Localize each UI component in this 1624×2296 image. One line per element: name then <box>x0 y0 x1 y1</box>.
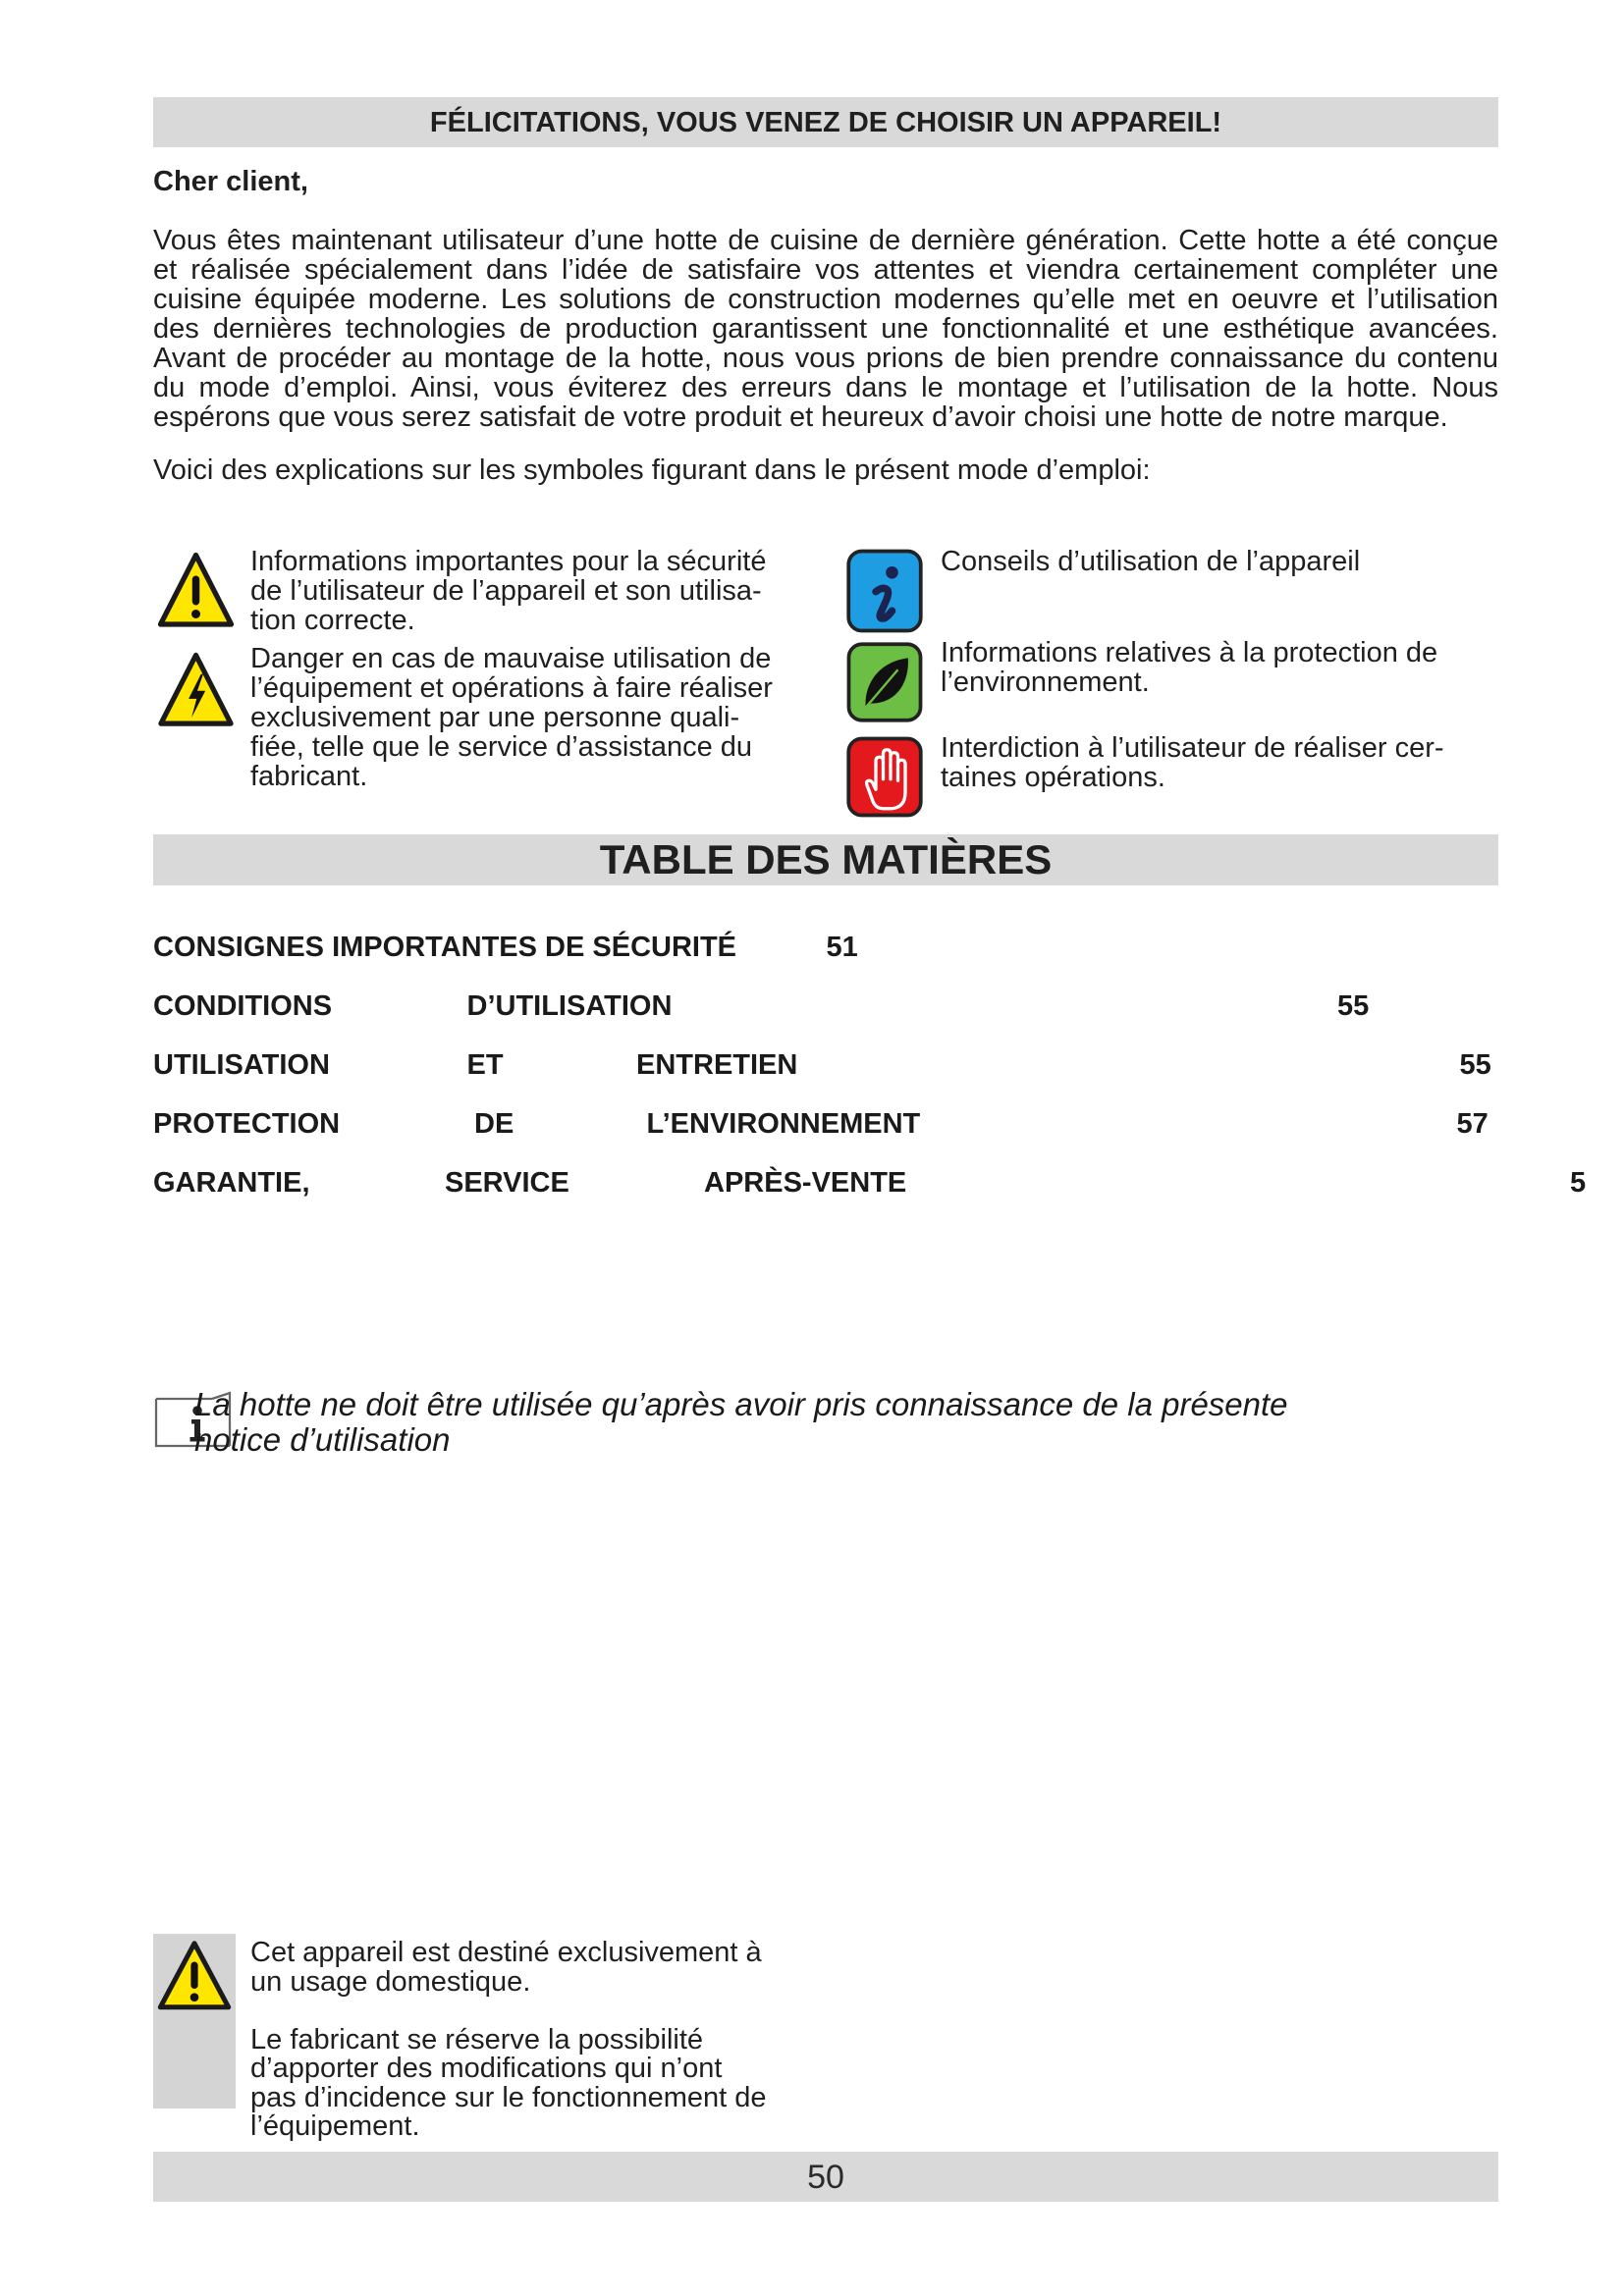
toc-entry-page: 55 <box>1459 1048 1491 1081</box>
stop-hand-icon <box>846 736 923 818</box>
symbol-text-line: taines opérations. <box>941 762 1165 793</box>
toc-entry-title: CONSIGNES IMPORTANTES DE SÉCURITÉ <box>153 931 737 963</box>
warning-icon <box>156 1938 233 2014</box>
toc-entry-page: 57 <box>1456 1107 1489 1140</box>
toc-entry-title: L’ENVIRONNEMENT <box>646 1107 921 1140</box>
intro-line: du mode d’emploi. Ainsi, vous éviterez des erreurs dans le montage et l’utilisation de la hotte. Nous <box>153 372 1498 402</box>
notice-line: d’apporter des modifications qui n’ont <box>250 2053 723 2084</box>
notice-line: Le fabricant se réserve la possibilité <box>250 2023 704 2056</box>
symbol-text-line: Interdiction à l’utilisateur de réaliser cer- <box>941 732 1444 764</box>
environment-symbol-text <box>941 638 1437 697</box>
symbol-text-line: Informations relatives à la protection de <box>941 636 1438 668</box>
notice-line: l’équipement. <box>250 2110 420 2142</box>
toc-entry-title: SERVICE <box>445 1166 569 1199</box>
page-number: 50 <box>807 2158 844 2196</box>
toc-entry-page: 5 <box>1570 1166 1587 1199</box>
intro-line: cuisine équipée moderne. Les solutions de construction modernes qu’elle met en oeuvre et l’utilisation <box>153 284 1498 314</box>
note-line: La hotte ne doit être utilisée qu’après avoir pris connaissance de la présente <box>194 1386 1288 1422</box>
danger-symbol-text <box>250 644 773 791</box>
intro-line: Vous êtes maintenant utilisateur d’une hotte de cuisine de dernière génération. Cette hotte a été conçue <box>153 225 1498 255</box>
manual-note <box>194 1387 1288 1458</box>
electrical-hazard-icon <box>156 648 236 732</box>
domestic-notice-paragraph-2 <box>250 2025 767 2141</box>
symbol-text-line: fabricant. <box>250 760 368 792</box>
symbol-text-line: l’équipement et opérations à faire réaliser <box>250 671 773 704</box>
notice-line: un usage domestique. <box>250 1966 531 1998</box>
intro-line: Avant de procéder au montage de la hotte, nous vous prions de bien prendre connaissance du contenu <box>153 343 1498 373</box>
header-bar <box>153 97 1498 147</box>
notice-line: pas d’incidence sur le fonctionnement de <box>250 2081 767 2113</box>
toc-title: TABLE DES MATIÈRES <box>599 836 1053 882</box>
advice-symbol-text <box>941 547 1360 576</box>
toc-entry-title: PROTECTION <box>153 1107 341 1140</box>
symbol-text-line: Danger en cas de mauvaise utilisation de <box>250 642 772 674</box>
symbol-text-line: de l’utilisateur de l’appareil et son utilisa- <box>250 574 762 607</box>
symbol-text-line: Informations importantes pour la sécurité <box>250 545 767 577</box>
toc-entry-title: APRÈS-VENTE <box>704 1166 907 1199</box>
info-icon <box>846 549 923 633</box>
intro-line: espérons que vous serez satisfait de votre produit et heureux d’avoir choisi une hotte de notre marque. <box>153 401 1448 432</box>
toc-entry-title: CONDITIONS <box>153 989 333 1022</box>
symbol-text-line: exclusivement par une personne quali- <box>250 701 740 733</box>
toc-entry-title: DE <box>474 1107 514 1140</box>
toc-entry-title: UTILISATION <box>153 1048 330 1081</box>
note-line: notice d’utilisation <box>194 1421 451 1458</box>
toc-entry-page: 51 <box>826 931 858 963</box>
toc-entry-title: D’UTILISATION <box>466 989 673 1022</box>
symbol-text-line: fiée, telle que le service d’assistance du <box>250 730 753 763</box>
symbol-text-line: l’environnement. <box>941 666 1150 698</box>
intro-paragraph <box>153 226 1498 432</box>
symbol-text-line: Conseils d’utilisation de l’appareil <box>941 545 1361 577</box>
domestic-notice-paragraph-1 <box>250 1938 762 1997</box>
greeting: Cher client, <box>153 166 308 197</box>
toc-entry-page: 55 <box>1337 989 1370 1022</box>
toc-entry-title: ET <box>466 1048 504 1081</box>
intro-line: des dernières technologies de production garantissent une fonctionnalité et une esthétique avancées. <box>153 313 1498 344</box>
header-title: FÉLICITATIONS, VOUS VENEZ DE CHOISIR UN APPAREIL! <box>429 106 1222 138</box>
intro-line: et réalisée spécialement dans l’idée de satisfaire vos attentes et viendra certainement compléter une <box>153 254 1498 285</box>
notice-line: Cet appareil est destiné exclusivement à <box>250 1937 762 1968</box>
prohibition-symbol-text <box>941 733 1444 792</box>
footer-bar <box>153 2152 1498 2202</box>
symbol-text-line: tion correcte. <box>250 604 415 636</box>
symbols-intro: Voici des explications sur les symboles figurant dans le présent mode d’emploi: <box>153 454 1151 486</box>
toc-entry-title: GARANTIE, <box>153 1166 310 1199</box>
toc-entry-title: ENTRETIEN <box>636 1048 798 1081</box>
toc-title-bar <box>153 834 1498 885</box>
leaf-icon <box>846 642 923 722</box>
safety-symbol-text <box>250 547 766 635</box>
warning-icon <box>156 548 236 633</box>
